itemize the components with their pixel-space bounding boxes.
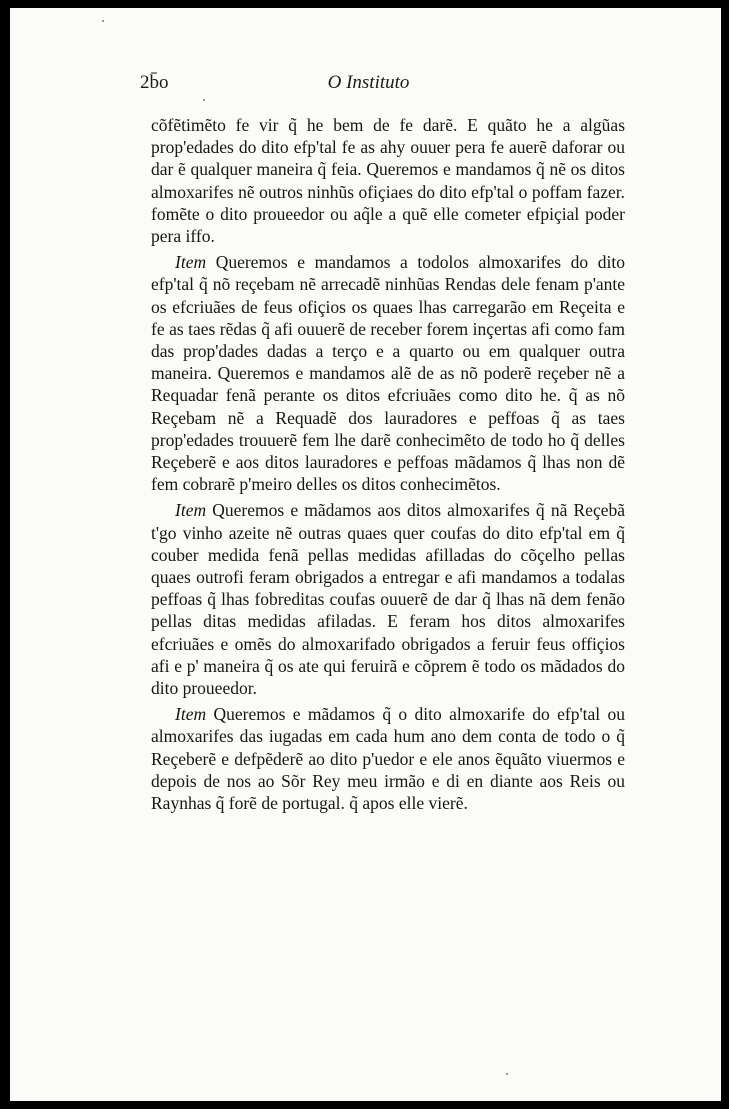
paragraph-1-text: cõfẽtimẽto fe vir q̃ he bem de fe darẽ. E quãto he a algũas prop'edades do dito efp'tal fe as ahy ouuer pera fe auerẽ daforar ou dar ẽ qualquer maneira q̃ feia. Queremos e mandamos q̃ nẽ os ditos almoxarifes nẽ outros ninhũs ofiçiaes do dito efp'tal o poffam fazer. fomẽte o dito proueedor ou aq̃le a quẽ elle cometer efpiçial poder pera iffo.: [151, 115, 625, 247]
paragraph-4-text: Queremos e mãdamos q̃ o dito almoxarife do efp'tal ou almoxarifes das iugadas em cada hum ano dem conta de todo o q̃ Reçeberẽ e defpẽderẽ ao dito p'uedor e ele anos ẽquãto viuermos e depois de nos ao Sõr Rey meu irmão e di en diante aos Reis ou Raynhas q̃ forẽ de portugal. q̃ apos elle vierẽ.: [151, 704, 625, 814]
paper-speck: [506, 1073, 508, 1075]
paragraph-1: [151, 114, 625, 247]
paragraph-4-item-label: Item: [175, 704, 207, 725]
paragraph-3-text: Queremos e mãdamos aos ditos almoxarifes q̃ nã Reçebã t'go vinho azeite nẽ outras quaes quer coufas do dito efp'tal em q̃ couber medida fenã pellas medidas afilladas do cõçelho pellas quaes outrofi feram obrigados a entregar e afi mandamos a todalas peffoas q̃ lhas fobreditas coufas ouuerẽ de dar q̃ lhas nã dem fenão pellas ditas medidas afiladas. E feram hos ditos almoxarifes efcriuães e omẽs do almoxarifado obrigados a feruir feus offiçios afi e p' maneira q̃ os ate qui feruirã e cõprem ẽ todo os mãdados do dito proueedor.: [151, 500, 625, 699]
paper-speck: [203, 99, 205, 101]
running-title: O Instituto: [327, 72, 410, 93]
paragraph-2-item-label: Item: [175, 252, 207, 273]
body-text: [151, 114, 625, 818]
document-page: [10, 8, 721, 1101]
paragraph-2: [151, 251, 625, 495]
paragraph-3: [151, 499, 625, 699]
page-header: [10, 72, 721, 102]
paragraph-2-text: Queremos e mandamos a todolos almoxarifes do dito efp'tal q̃ nõ reçebam nẽ arrecadẽ ninhũas Rendas dele fenam p'ante os efcriuães de feus ofiçios os quaes lhas carregarão em Reçeita e fe as taes rẽdas q̃ afi ouuerẽ de receber forem inçertas afi como fam das prop'dades dadas a terço e a quarto ou em qualquer outra maneira. Queremos e mandamos alẽ de as nõ poderẽ reçeber nẽ a Requadar fenã perante os ditos efcriuães como dito he. q̃ as nõ Reçebam nẽ a Requadẽ dos lauradores e peffoas q̃ as taes prop'edades trouuerẽ fem lhe darẽ conhecimẽto de todo ho q̃ delles Reçeberẽ e aos ditos lauradores e peffoas mãdamos q̃ lhas non dẽ fem cobrarẽ p'meiro delles os ditos conhecimẽtos.: [151, 252, 625, 495]
paragraph-4: [151, 703, 625, 814]
paragraph-3-item-label: Item: [175, 500, 207, 521]
paper-speck: [102, 20, 104, 22]
page-number: 2b̄o: [140, 72, 169, 93]
